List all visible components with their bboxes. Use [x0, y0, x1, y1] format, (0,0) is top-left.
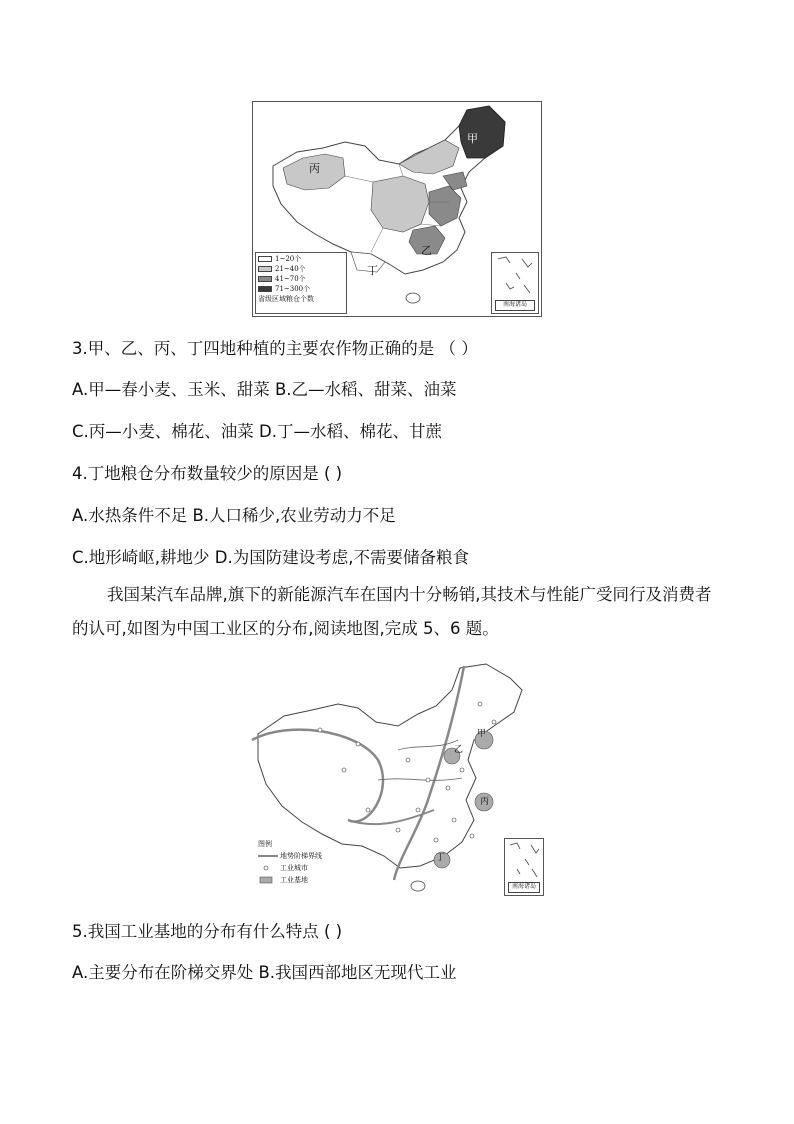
map1-label-jia: 甲 [467, 132, 478, 145]
q4-options-line1: A.水热条件不足 B.人口稀少,农业劳动力不足 [72, 506, 396, 525]
q4-options-line2: C.地形崎岖,耕地少 D.为国防建设考虑,不需要储备粮食 [72, 548, 469, 567]
hainan-island [406, 293, 420, 303]
q3-options-line1: A.甲—春小麦、玉米、甜菜 B.乙—水稻、甜菜、油菜 [72, 380, 457, 399]
legend2-title: 图例 [258, 840, 272, 848]
region-jia [459, 106, 505, 158]
q5-options-line1: A.主要分布在阶梯交界处 B.我国西部地区无现代工业 [72, 963, 457, 982]
map2-label-bing: 丙 [480, 797, 490, 807]
inset-islands [492, 253, 540, 303]
map1-legend [255, 252, 347, 314]
map2-label-yi: 乙 [454, 745, 464, 755]
map1-label-bing: 丙 [309, 162, 320, 175]
q3-options-line2: C.丙—小麦、棉花、油菜 D.丁—水稻、棉花、甘蔗 [72, 422, 442, 441]
map2-label-jia: 甲 [477, 729, 487, 739]
intro-paragraph: 我国某汽车品牌,旗下的新能源汽车在国内十分畅销,其技术与性能广受同行及消费者的认可,如图为中国工业区的分布,阅读地图,完成 5、6 题。 [72, 585, 712, 638]
map2-label-ding: 丁 [436, 853, 446, 863]
q5-stem: 5.我国工业基地的分布有什么特点 ( ) [72, 922, 343, 941]
q4-stem: 4.丁地粮仓分布数量较少的原因是 ( ) [72, 464, 343, 483]
map1-label-ding: 丁 [367, 264, 378, 277]
map2-legend [258, 838, 322, 886]
inset-caption: 南海诸岛 [495, 300, 535, 311]
hainan-island-2 [411, 881, 425, 891]
map1-label-yi: 乙 [421, 244, 432, 257]
legend-caption: 省级区域粮仓个数 [258, 295, 314, 303]
legend-item: 21~40个 [258, 264, 344, 274]
map1-inset [491, 252, 539, 314]
legend-item: 41~70个 [258, 274, 344, 284]
legend2-item: 工业基地 [258, 874, 322, 886]
map2-inset [504, 838, 544, 896]
legend-item: 71~300个 [258, 284, 344, 294]
q3-stem: 3.甲、乙、丙、丁四地种植的主要农作物正确的是 （ ） [72, 339, 478, 358]
legend2-item: 工业城市 [258, 862, 322, 874]
inset2-islands [505, 839, 545, 885]
legend2-item: 地势阶梯界线 [280, 852, 322, 860]
legend-item: 1~20个 [258, 254, 344, 264]
granary-map [252, 101, 542, 317]
inset2-caption: 南海诸岛 [508, 882, 540, 893]
